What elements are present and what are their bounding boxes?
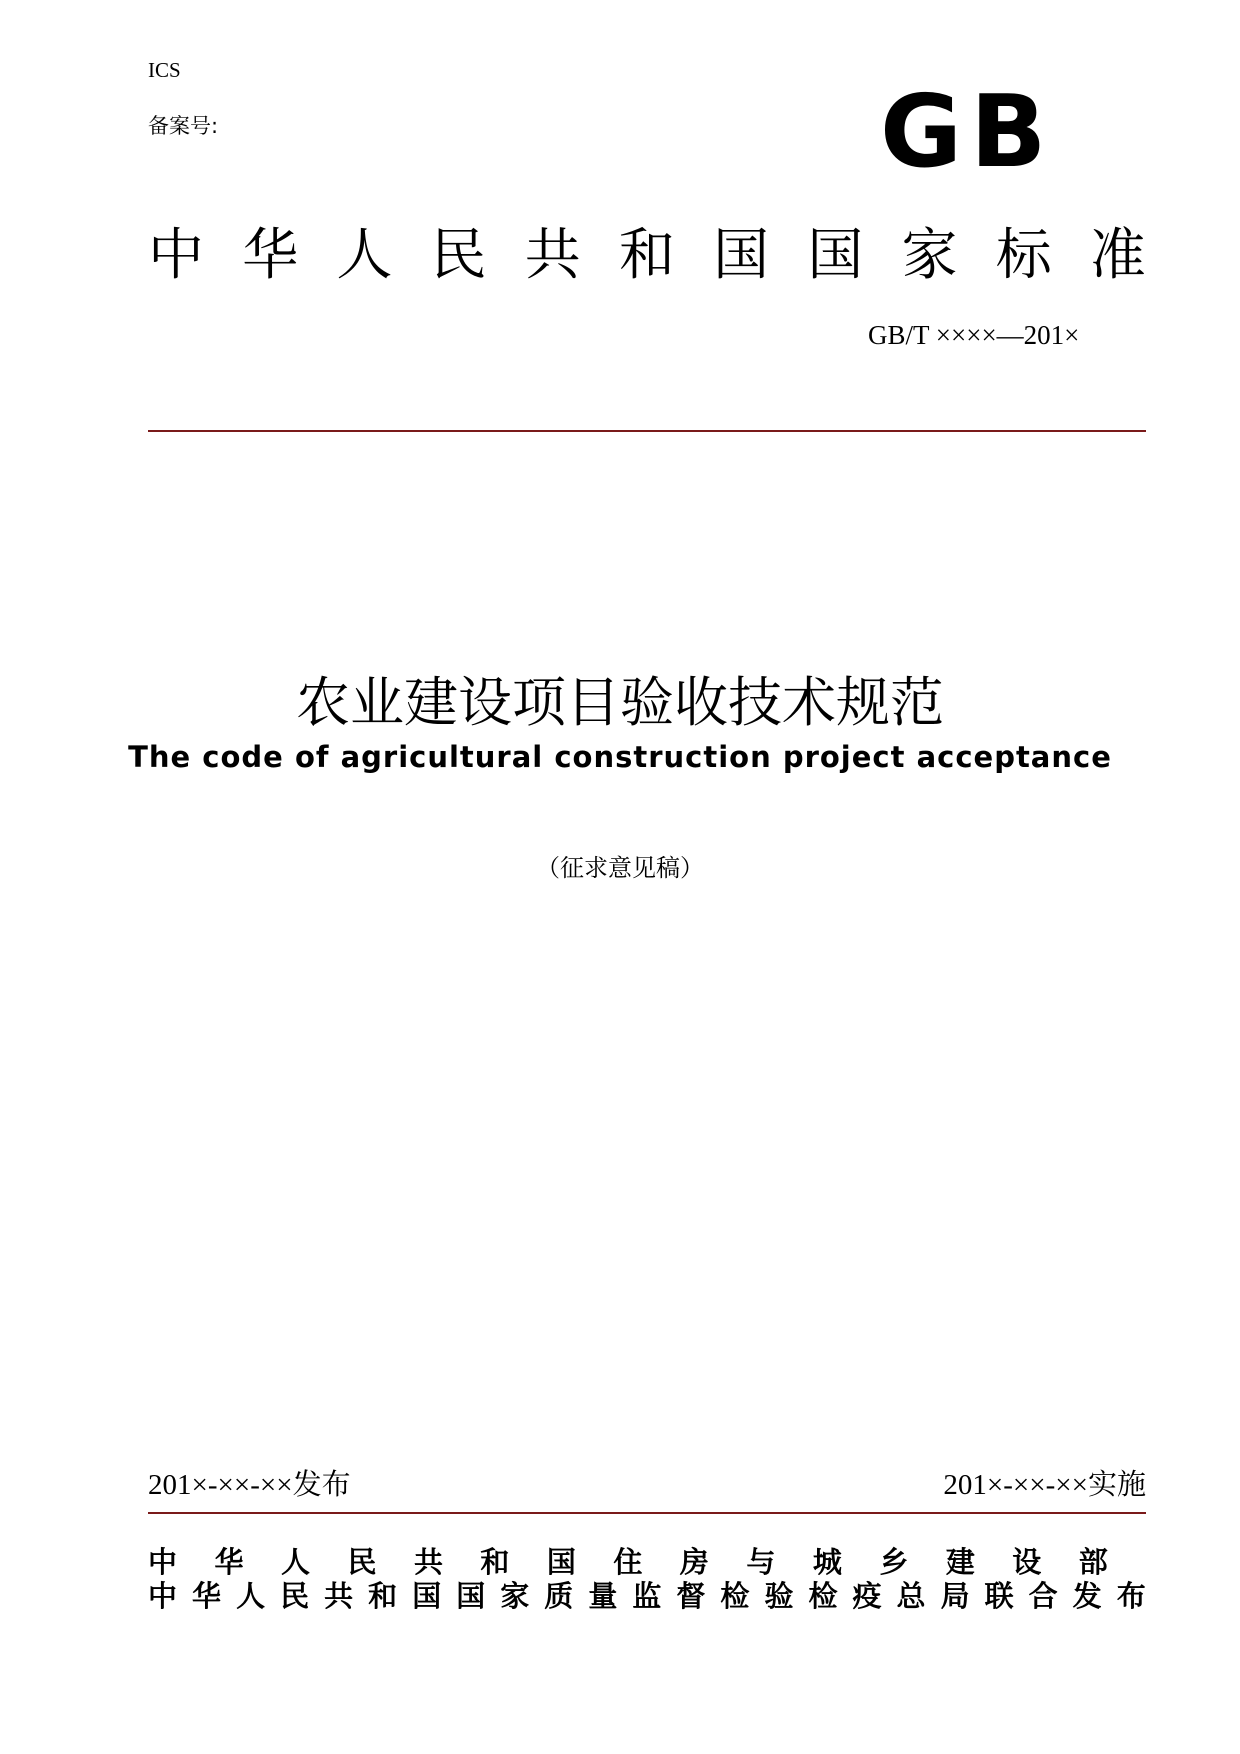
top-divider — [148, 430, 1146, 432]
spaced-character: 督 — [676, 1579, 706, 1613]
spaced-character: 检 — [808, 1579, 838, 1613]
spaced-character: 人 — [280, 1545, 310, 1579]
spaced-character: 验 — [764, 1579, 794, 1613]
spaced-character: 人 — [236, 1579, 266, 1613]
filing-number-label: 备案号: — [148, 114, 219, 138]
spaced-character: 建 — [945, 1545, 975, 1579]
spaced-character: 中 — [148, 1579, 178, 1613]
spaced-character: 布 — [1116, 1579, 1146, 1613]
spaced-character: 监 — [632, 1579, 662, 1613]
spaced-character: 房 — [679, 1545, 709, 1579]
spaced-character: 国 — [713, 223, 770, 288]
spaced-character: 共 — [324, 1579, 354, 1613]
spaced-character: 家 — [901, 223, 958, 288]
spaced-character: 国 — [546, 1545, 576, 1579]
spaced-character: 民 — [280, 1579, 310, 1613]
spaced-character: 和 — [618, 223, 675, 288]
spaced-character: 设 — [1012, 1545, 1042, 1579]
ics-label: ICS — [148, 58, 181, 82]
spaced-character: 人 — [336, 223, 393, 288]
spaced-character: 住 — [613, 1545, 643, 1579]
document-title-cn: 农业建设项目验收技术规范 — [296, 671, 944, 734]
spaced-character: 国 — [807, 223, 864, 288]
spaced-character: 与 — [746, 1545, 776, 1579]
issuer-line-1 — [148, 1545, 1108, 1579]
spaced-character: 城 — [812, 1545, 842, 1579]
spaced-character: 和 — [480, 1545, 510, 1579]
spaced-character: 疫 — [852, 1579, 882, 1613]
standard-number: GB/T ××××—201× — [868, 320, 1080, 350]
spaced-character: 合 — [1028, 1579, 1058, 1613]
spaced-character: 发 — [1072, 1579, 1102, 1613]
national-standard-title — [148, 223, 1146, 288]
spaced-character: 中 — [148, 223, 204, 288]
spaced-character: 民 — [347, 1545, 377, 1579]
document-title-en: The code of agricultural construction project acceptance — [128, 740, 1112, 774]
spaced-character: 华 — [192, 1579, 222, 1613]
implementation-date: 201×-××-××实施 — [943, 1469, 1146, 1501]
spaced-character: 总 — [896, 1579, 926, 1613]
bottom-divider — [148, 1512, 1146, 1514]
gb-logo: GB — [880, 73, 1055, 190]
spaced-character: 准 — [1089, 223, 1146, 288]
spaced-character: 中 — [148, 1545, 178, 1579]
spaced-character: 标 — [995, 223, 1052, 288]
spaced-character: 共 — [524, 223, 581, 288]
spaced-character: 国 — [412, 1579, 442, 1613]
spaced-character: 部 — [1078, 1545, 1108, 1579]
spaced-character: 华 — [214, 1545, 244, 1579]
spaced-character: 乡 — [879, 1545, 909, 1579]
spaced-character: 华 — [242, 223, 299, 288]
publish-date: 201×-××-××发布 — [148, 1469, 351, 1501]
spaced-character: 和 — [368, 1579, 398, 1613]
spaced-character: 国 — [456, 1579, 486, 1613]
spaced-character: 共 — [413, 1545, 443, 1579]
spaced-character: 检 — [720, 1579, 750, 1613]
draft-status-label: （征求意见稿） — [536, 854, 704, 882]
spaced-character: 民 — [430, 223, 487, 288]
spaced-character: 量 — [588, 1579, 618, 1613]
spaced-character: 家 — [500, 1579, 530, 1613]
spaced-character: 联 — [984, 1579, 1014, 1613]
issuer-line-2 — [148, 1579, 1146, 1613]
spaced-character: 质 — [544, 1579, 574, 1613]
spaced-character: 局 — [940, 1579, 970, 1613]
